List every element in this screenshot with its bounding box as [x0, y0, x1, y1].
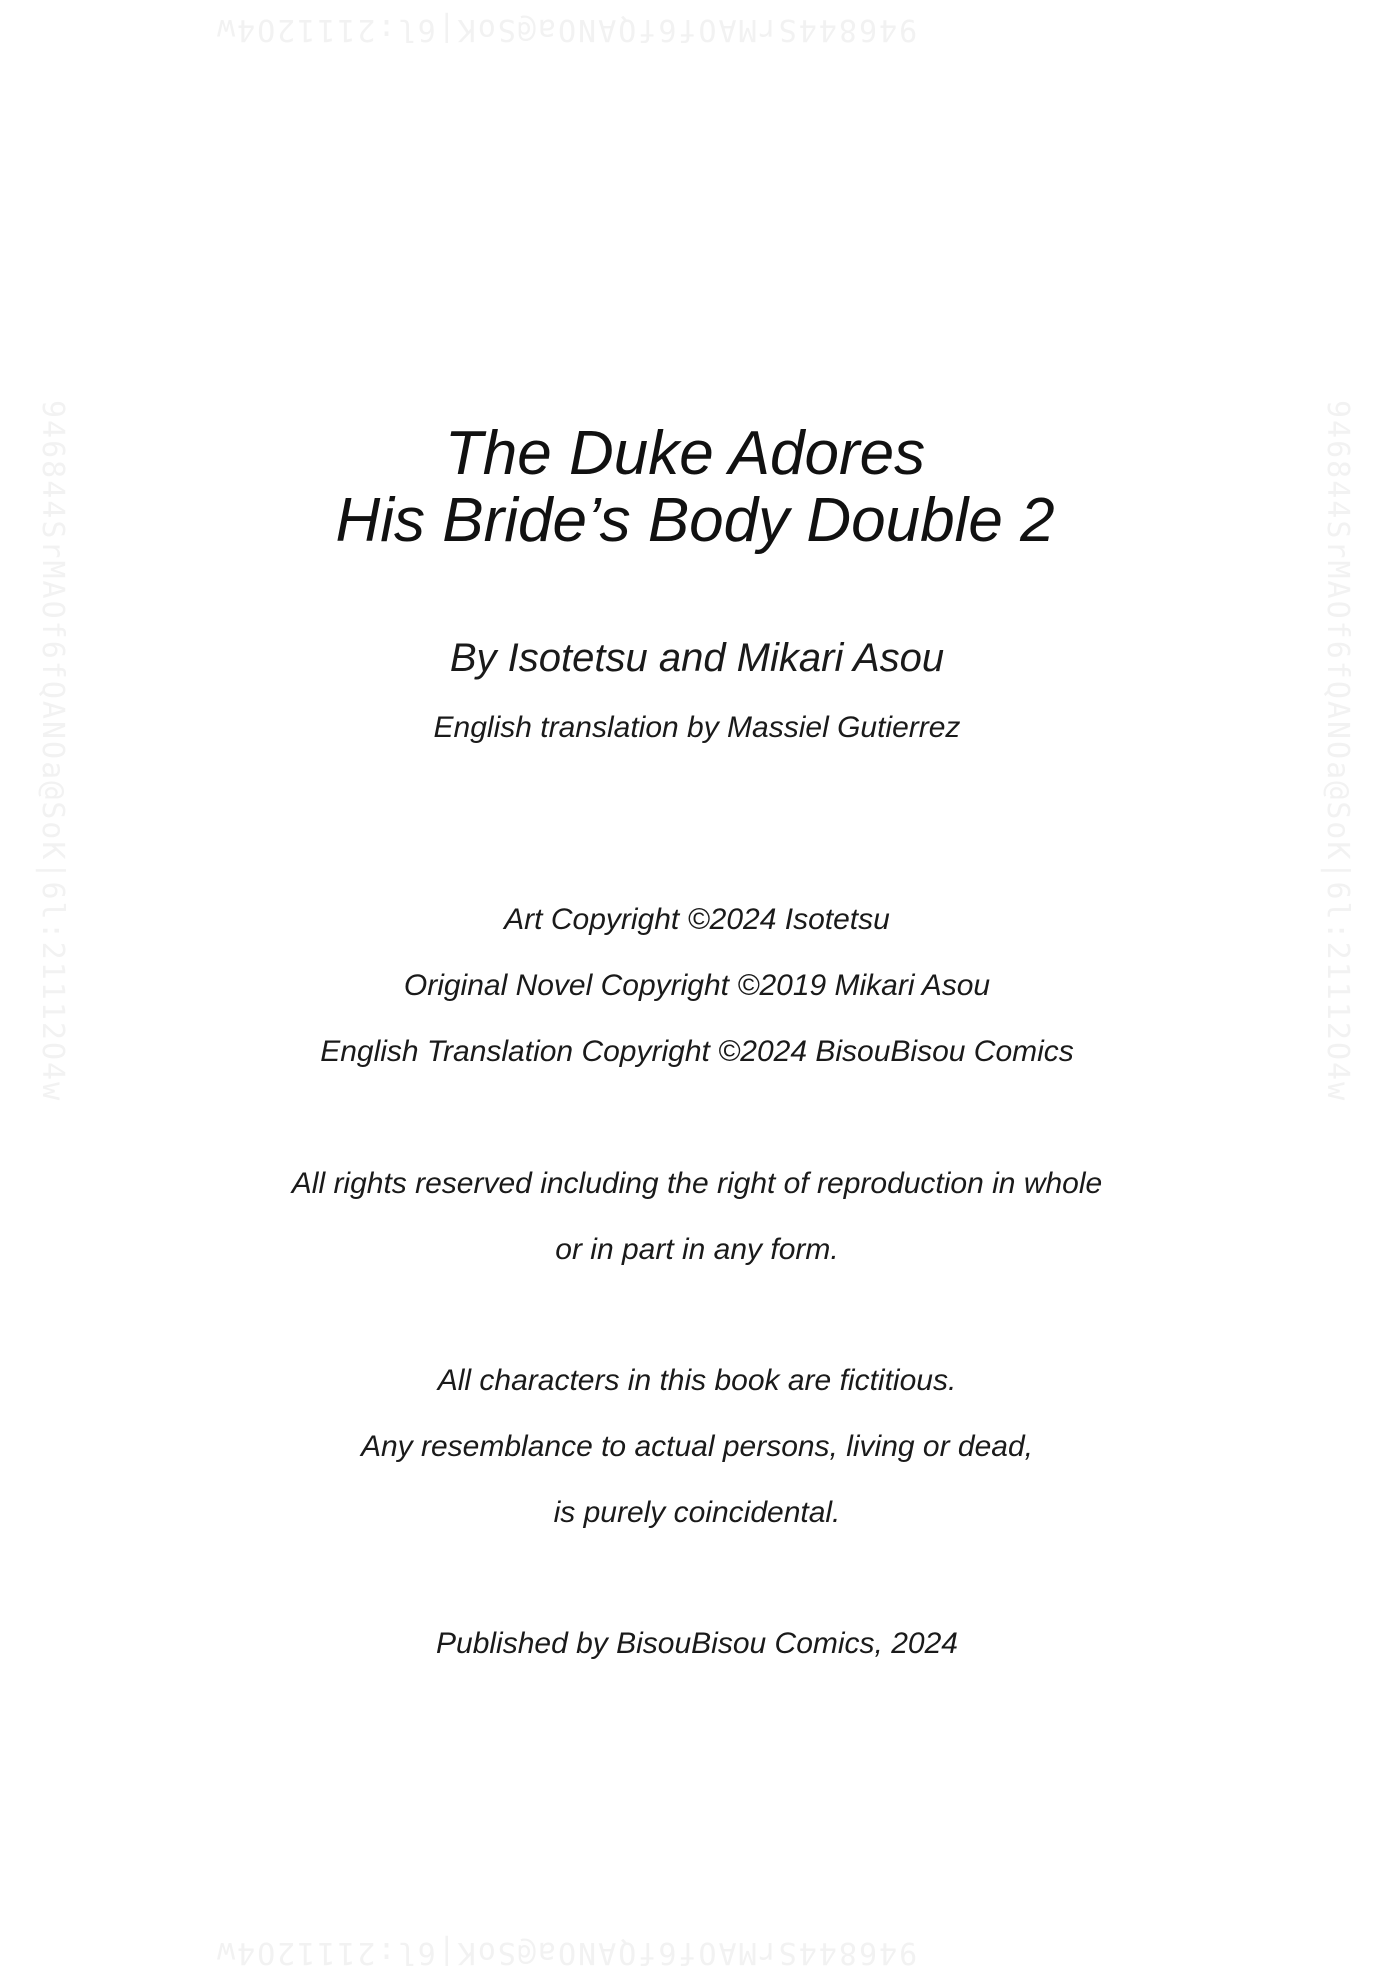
watermark-right: 946844SrMAOf6fQANOa@SoK|6l:21112O4w [1320, 400, 1355, 1103]
art-copyright: Art Copyright ©2024 Isotetsu [504, 903, 890, 936]
book-title-line-2: His Bride’s Body Double 2 [335, 486, 1055, 555]
disclaimer-line-1: All characters in this book are fictitious. [437, 1364, 957, 1397]
author-byline: By Isotetsu and Mikari Asou [449, 636, 945, 680]
watermark-left: 946844SrMAOf6fQANOa@SoK|6l:21112O4w [35, 400, 70, 1103]
disclaimer-line-2: Any resemblance to actual persons, living or dead, [360, 1430, 1034, 1463]
novel-copyright: Original Novel Copyright ©2019 Mikari Asou [403, 969, 991, 1002]
publisher-line: Published by BisouBisou Comics, 2024 [436, 1627, 958, 1660]
rights-line-1: All rights reserved including the right of reproduction in whole [291, 1167, 1103, 1200]
book-title-line-1: The Duke Adores [444, 419, 926, 488]
watermark-bottom: 946844SrMAOf6fQANOa@SoK|6l:21112O4w [215, 1935, 918, 1970]
translation-copyright: English Translation Copyright ©2024 BisouBisou Comics [320, 1035, 1074, 1068]
translator-credit: English translation by Massiel Gutierrez [433, 711, 961, 744]
rights-line-2: or in part in any form. [555, 1233, 839, 1266]
disclaimer-line-3: is purely coincidental. [553, 1496, 841, 1529]
watermark-top: 946844SrMAOf6fQANOa@SoK|6l:21112O4w [215, 12, 918, 47]
